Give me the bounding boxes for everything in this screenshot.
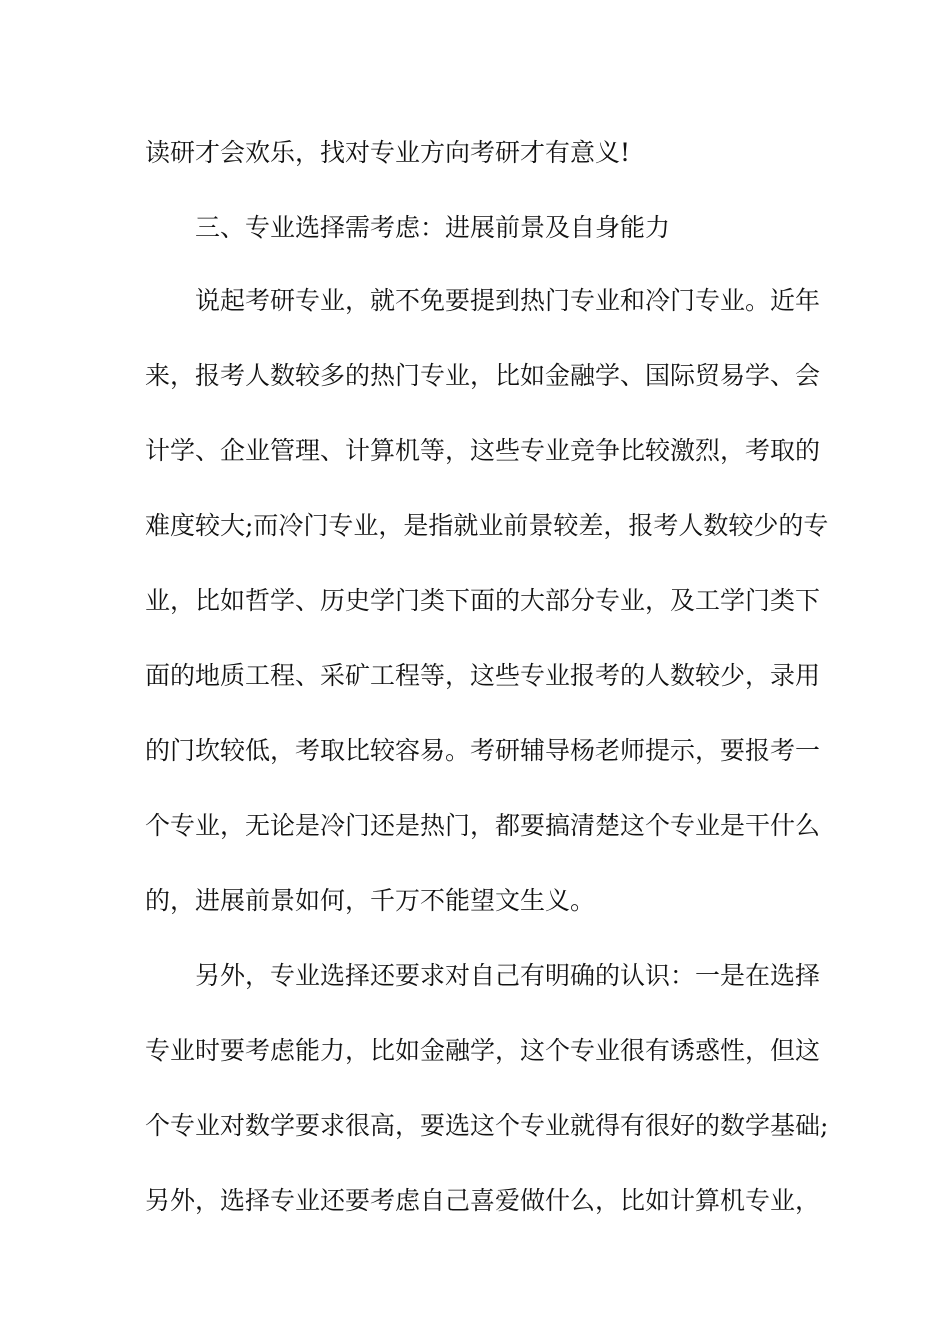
text-line: 面的地质工程、采矿工程等，这些专业报考的人数较少，录用 [145,661,821,690]
document-body [145,128,829,1251]
section-heading: 三、专业选择需考虑：进展前景及自身能力 [195,213,671,242]
text-line: 难度较大;而冷门专业，是指就业前景较差，报考人数较少的专 [145,511,829,540]
text-line: 计学、企业管理、计算机等，这些专业竞争比较激烈，考取的 [145,436,821,465]
text-line: 专业时要考虑能力，比如金融学，这个专业很有诱惑性，但这 [145,1036,821,1065]
paragraph-first-line: 说起考研专业，就不免要提到热门专业和冷门专业。近年 [195,286,821,315]
paragraph-first-line: 另外，专业选择还要求对自己有明确的认识：一是在选择 [195,961,821,990]
text-line: 的门坎较低，考取比较容易。考研辅导杨老师提示，要报考一 [145,736,821,765]
text-line: 另外，选择专业还要考虑自己喜爱做什么，比如计算机专业， [145,1186,821,1215]
text-line: 读研才会欢乐，找对专业方向考研才有意义! [145,138,631,167]
text-line: 个专业，无论是冷门还是热门，都要搞清楚这个专业是干什么 [145,811,821,840]
text-line: 业，比如哲学、历史学门类下面的大部分专业，及工学门类下 [145,586,821,615]
text-line: 来，报考人数较多的热门专业，比如金融学、国际贸易学、会 [145,361,821,390]
text-line: 的，进展前景如何，千万不能望文生义。 [145,886,596,915]
text-line: 个专业对数学要求很高，要选这个专业就得有很好的数学基础; [145,1111,829,1140]
